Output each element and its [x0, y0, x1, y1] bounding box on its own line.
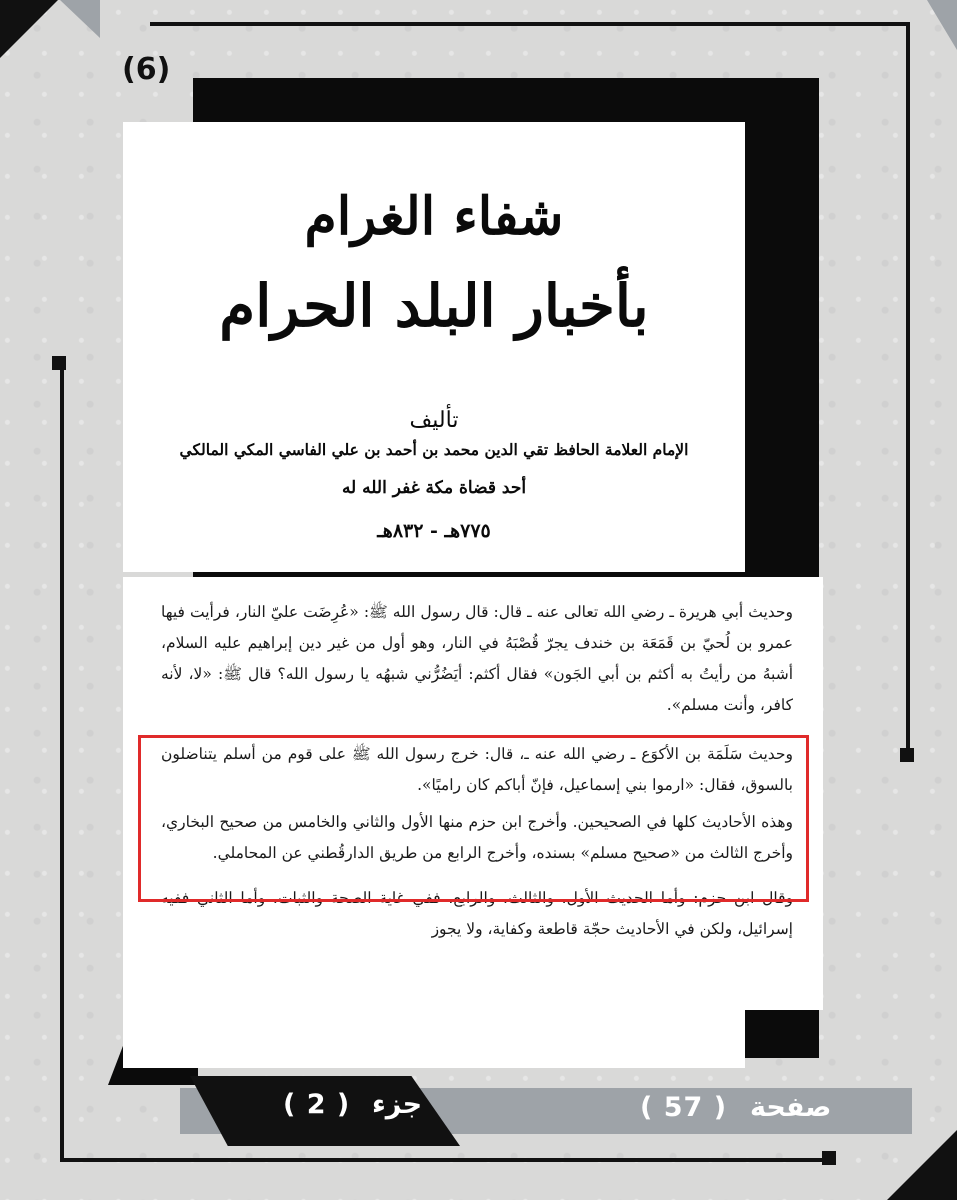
- cover-author-line: الإمام العلامة الحافظ تقي الدين محمد بن أحمد بن علي الفاسي المكي المالكي: [179, 440, 689, 459]
- corner-decoration-grey-top-left: [60, 0, 100, 38]
- frame-line-bottom: [60, 1158, 830, 1162]
- highlight-box: [138, 735, 809, 902]
- frame-square-left: [52, 356, 66, 370]
- frame-line-top: [150, 22, 910, 26]
- paragraph-salama: وحديث سَلَمَة بن الأكوَع ـ رضي الله عنه ـ، قال: خرج رسول الله ﷺ على قوم من أسلم يتناضلون بالسوق، فقال: «ارموا بني إسماعيل، فإنّ أباكم كان راميًا».: [161, 745, 793, 794]
- volume-word: جزء: [372, 1089, 423, 1120]
- cover-dates: ٧٧٥هـ - ٨٣٢هـ: [377, 520, 491, 542]
- frame-square-bottom: [822, 1151, 836, 1165]
- cover-title-line1: شفاء الغرام: [304, 186, 564, 247]
- cover-title-line2: بأخبار البلد الحرام: [219, 272, 649, 340]
- frame-line-right: [906, 22, 910, 752]
- cover-authorship: تأليف: [409, 408, 459, 433]
- page-word: صفحة: [750, 1092, 832, 1123]
- paragraph-abu-hurayra: وحديث أبي هريرة ـ رضي الله تعالى عنه ـ قال: قال رسول الله ﷺ: «عُرِضَت عليّ النار، فرأيت فيها عمرو بن لُحيّ بن قَمَعَة بن خندف يجرّ قُصْبَهُ في النار، وهو أول من غير دين إبراهيم عليه السلام، أشبهُ من رأيتُ به أكثم بن أبي الجَون» فقال أكثم: أيَضُرُّني شبهُه يا رسول الله؟ قال ﷺ: «لا، لأنه كافر، وأنت مسلم».: [161, 603, 793, 714]
- frame-line-left: [60, 362, 64, 1162]
- frame-number: (6): [122, 52, 171, 87]
- text-page: [123, 577, 823, 1010]
- frame-square-right: [900, 748, 914, 762]
- cover-page: [123, 122, 745, 572]
- corner-decoration-grey-top-right: [927, 0, 957, 50]
- paragraph-sahihayn: وهذه الأحاديث كلها في الصحيحين. وأخرج ابن حزم منها الأول والثاني والخامس من صحيح البخاري، وأخرج الثالث من «صحيح مسلم» بسنده، وأخرج الرابع من طريق الدارقُطني عن المحاملي.: [161, 813, 793, 862]
- lower-page-edge: [123, 1010, 745, 1068]
- cover-judge-line: أحد قضاة مكة غفر الله له: [341, 478, 527, 498]
- volume-number: ( 2 ): [283, 1089, 351, 1120]
- corner-decoration-bottom-right: [887, 1130, 957, 1200]
- paragraph-ibn-hazm: وقال ابن حزم: وأما الحديث الأول، والثالث، والرابع، ففي غاية الصحة والثبات. وأما الثاني ففيه إسرائيل، ولكن في الأحاديث حجّة قاطعة وكفاية، ولا يجوز: [161, 889, 793, 938]
- corner-decoration-top-left: [0, 0, 58, 58]
- page-number: ( 57 ): [640, 1092, 728, 1123]
